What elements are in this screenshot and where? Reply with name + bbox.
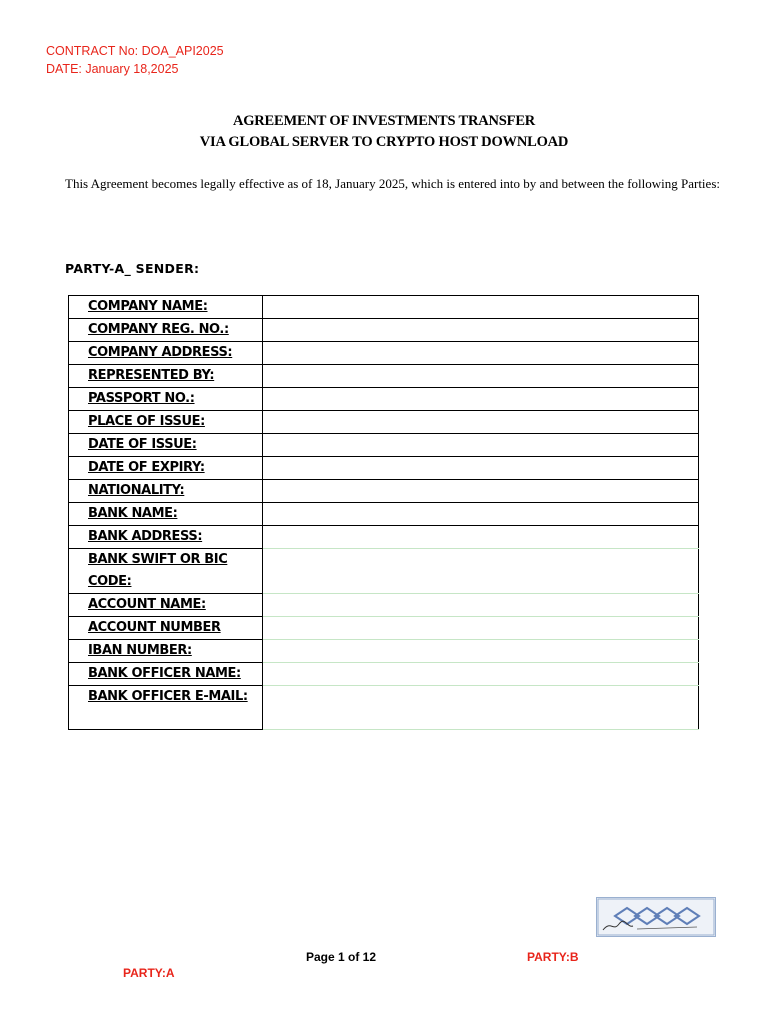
field-value[interactable] — [263, 526, 699, 549]
field-label: ACCOUNT NAME: — [69, 594, 263, 617]
table-row — [69, 617, 699, 640]
table-row — [69, 549, 699, 594]
field-label: BANK ADDRESS: — [69, 526, 263, 549]
field-value[interactable] — [263, 640, 699, 663]
table-row — [69, 388, 699, 411]
table-row — [69, 686, 699, 730]
table-row — [69, 411, 699, 434]
field-label: BANK OFFICER NAME: — [69, 663, 263, 686]
table-row — [69, 594, 699, 617]
title-line-1: AGREEMENT OF INVESTMENTS TRANSFER — [232, 113, 536, 129]
field-value[interactable] — [263, 296, 699, 319]
field-label: COMPANY NAME: — [69, 296, 263, 319]
title-line-2: VIA GLOBAL SERVER TO CRYPTO HOST DOWNLOAD — [199, 134, 569, 150]
field-label: NATIONALITY: — [69, 480, 263, 503]
stamp-logo-icon — [597, 898, 715, 936]
field-value[interactable] — [263, 342, 699, 365]
field-label: COMPANY REG. NO.: — [69, 319, 263, 342]
intro-paragraph: This Agreement becomes legally effective as of 18, January 2025, which is entered into by and between the following Parties: — [65, 176, 720, 191]
table-row — [69, 342, 699, 365]
field-value[interactable] — [263, 503, 699, 526]
field-value[interactable] — [263, 549, 699, 594]
field-value[interactable] — [263, 617, 699, 640]
table-row — [69, 663, 699, 686]
field-label: BANK OFFICER E-MAIL: — [69, 686, 263, 730]
field-label: DATE OF EXPIRY: — [69, 457, 263, 480]
table-row — [69, 434, 699, 457]
field-value[interactable] — [263, 457, 699, 480]
party-a-signature-label: PARTY:A — [123, 966, 175, 980]
table-row — [69, 457, 699, 480]
field-value[interactable] — [263, 686, 699, 730]
party-a-table — [68, 295, 699, 730]
field-value[interactable] — [263, 594, 699, 617]
field-label: BANK SWIFT OR BIC CODE: — [69, 549, 263, 594]
field-value[interactable] — [263, 663, 699, 686]
field-label: REPRESENTED BY: — [69, 365, 263, 388]
contract-number: CONTRACT No: DOA_API2025 — [46, 44, 224, 58]
table-row — [69, 319, 699, 342]
field-value[interactable] — [263, 411, 699, 434]
company-stamp — [596, 897, 716, 937]
field-value[interactable] — [263, 434, 699, 457]
table-row — [69, 526, 699, 549]
contract-date: DATE: January 18,2025 — [46, 62, 179, 76]
field-value[interactable] — [263, 319, 699, 342]
table-row — [69, 503, 699, 526]
page-number: Page 1 of 12 — [306, 950, 377, 964]
field-label: DATE OF ISSUE: — [69, 434, 263, 457]
field-value[interactable] — [263, 480, 699, 503]
field-label: BANK NAME: — [69, 503, 263, 526]
table-row — [69, 480, 699, 503]
table-row — [69, 640, 699, 663]
field-value[interactable] — [263, 388, 699, 411]
field-label: COMPANY ADDRESS: — [69, 342, 263, 365]
table-row — [69, 296, 699, 319]
field-label: ACCOUNT NUMBER — [69, 617, 263, 640]
field-label: PLACE OF ISSUE: — [69, 411, 263, 434]
field-label: PASSPORT NO.: — [69, 388, 263, 411]
party-b-signature-label: PARTY:B — [527, 950, 579, 964]
party-a-heading: PARTY-A_ SENDER: — [65, 261, 200, 276]
field-label: IBAN NUMBER: — [69, 640, 263, 663]
table-row — [69, 365, 699, 388]
field-value[interactable] — [263, 365, 699, 388]
